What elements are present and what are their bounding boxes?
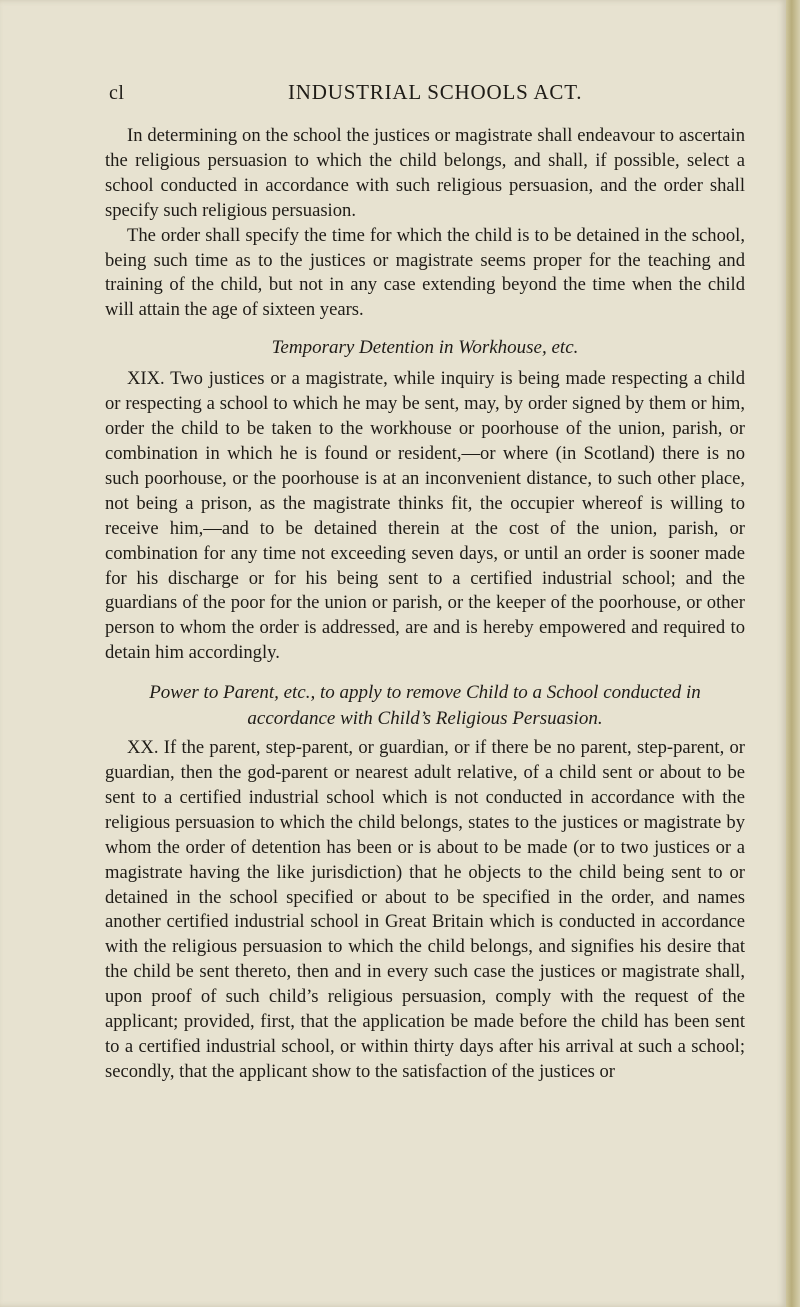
running-head: INDUSTRIAL SCHOOLS ACT.	[288, 80, 583, 104]
paragraph-detention-time: The order shall specify the time for which the child is to be detained in the school, being such time as to the justices or magistrate seems proper for the teaching and training of the child, but not in any case extending beyond the time when the child will attain the age of sixteen years.	[105, 224, 745, 321]
page-body	[105, 124, 745, 1085]
page-number: cl	[109, 82, 125, 104]
paragraph-section-xix: XIX. Two justices or a magistrate, while inquiry is being made respecting a child or respecting a school to which he may be sent, may, by order signed by them or him, order the child to be taken to the workhouse or poorhouse of the union, parish, or combination in which he is found or resident,—or where (in Scotland) there is no such poorhouse, or the poorhouse is at an inconvenient distance, to such other place, not being a prison, as the magistrate thinks fit, the occupier whereof is willing to receive him,—and to be detained therein at the cost of the union, parish, or combination for any time not exceeding seven days, or until an order is sooner made for his discharge or for his being sent to a certified industrial school; and the guardians of the poor for the union or parish, or the keeper of the poorhouse, or other person to whom the order is addressed, are and is hereby empowered and required to detain him accordingly.	[105, 368, 745, 664]
paragraph-school-selection: In determining on the school the justices or magistrate shall endeavour to ascertain the religious persuasion to which the child belongs, and shall, if possible, select a school conducted in accordance with such religious persuasion, and the order shall specify such religious persuasion.	[105, 125, 745, 221]
page-header	[0, 78, 786, 112]
page-edge	[786, 0, 800, 1307]
section-heading-power-to-parent: Power to Parent, etc., to apply to remove Child to a School conducted in accordance with Child’s Religious Persuasion.	[149, 682, 701, 730]
section-heading-temporary-detention: Temporary Detention in Workhouse, etc.	[271, 337, 579, 359]
paragraph-section-xx: XX. If the parent, step-parent, or guardian, or if there be no parent, step-parent, or guardian, then the god-parent or nearest adult relative, of a child sent or about to be sent to a certified industrial school which is not conducted in accordance with the religious persuasion to which the child belongs, states to the justices or magistrate by whom the order of detention has been or is about to be made (or to two justices or a magistrate having the like jurisdiction) that he objects to the child being sent to or detained in the school specified or about to be specified in the order, and names another certified industrial school in Great Britain which is conducted in accordance with the religious persuasion to which the child belongs, and signifies his desire that the child be sent thereto, then and in every such case the justices or magistrate shall, upon proof of such child’s religious persuasion, comply with the request of the applicant; provided, first, that the application be made before the child has been sent to a certified industrial school, or within thirty days after his arrival at such a school; secondly, that the applicant show to the satisfaction of the justices or	[105, 737, 745, 1082]
